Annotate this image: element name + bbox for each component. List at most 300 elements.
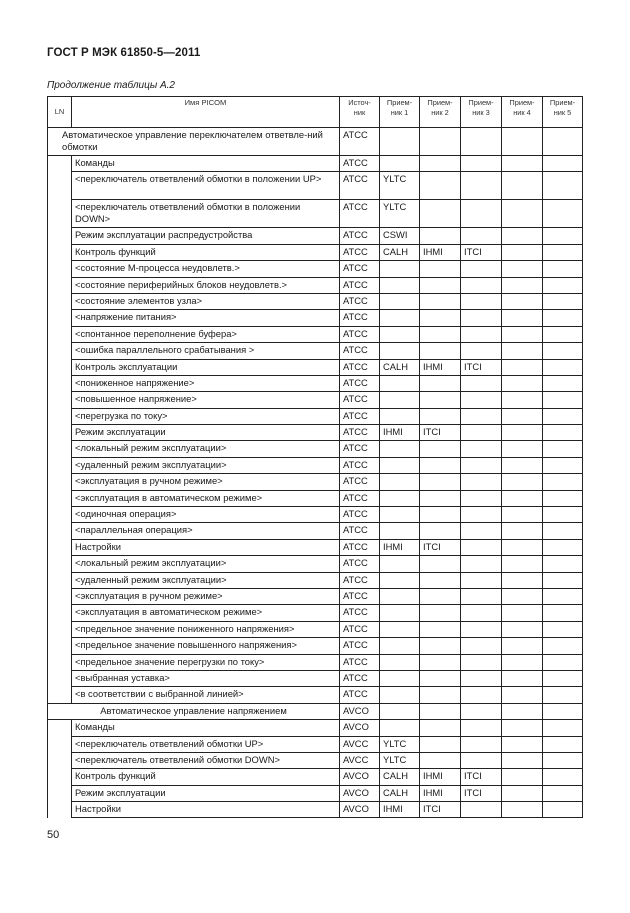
receiver-cell [461, 703, 502, 719]
receiver-5-cell [543, 785, 583, 801]
receiver-3-cell [461, 392, 502, 408]
receiver-1-cell [380, 441, 420, 457]
receiver-2-cell [420, 638, 461, 654]
receiver-cell [543, 128, 583, 156]
receiver-1-cell [380, 326, 420, 342]
receiver-4-cell [502, 556, 543, 572]
receiver-4-cell [502, 752, 543, 768]
ln-cell [48, 572, 72, 588]
document-standard-header: ГОСТ Р МЭК 61850-5—2011 [47, 47, 201, 59]
receiver-5-cell [543, 408, 583, 424]
header-receiver-1: Прием- ник 1 [380, 97, 420, 128]
receiver-2-cell: IHMI [420, 359, 461, 375]
receiver-5-cell [543, 556, 583, 572]
ln-cell [48, 343, 72, 359]
receiver-1-cell [380, 523, 420, 539]
picom-name: <одиночная операция> [72, 507, 340, 523]
source-cell: ATCC [340, 277, 380, 293]
receiver-3-cell [461, 457, 502, 473]
receiver-2-cell [420, 277, 461, 293]
group-source: ATCC [340, 128, 380, 156]
ln-cell [48, 310, 72, 326]
receiver-2-cell [420, 228, 461, 244]
receiver-5-cell [543, 687, 583, 703]
receiver-3-cell [461, 523, 502, 539]
receiver-3-cell [461, 277, 502, 293]
receiver-5-cell [543, 638, 583, 654]
ln-cell [48, 277, 72, 293]
receiver-4-cell [502, 523, 543, 539]
receiver-2-cell [420, 687, 461, 703]
table-row [48, 441, 583, 457]
ln-cell [48, 539, 72, 555]
ln-cell [48, 605, 72, 621]
source-cell: ATCC [340, 408, 380, 424]
receiver-5-cell [543, 539, 583, 555]
receiver-4-cell [502, 375, 543, 391]
receiver-4-cell [502, 441, 543, 457]
picom-name: <переключатель ответвлений обмотки в положении DOWN> [72, 200, 340, 228]
receiver-1-cell: CALH [380, 769, 420, 785]
receiver-5-cell [543, 802, 583, 818]
receiver-1-cell [380, 687, 420, 703]
receiver-3-cell [461, 375, 502, 391]
table-row [48, 490, 583, 506]
table-row [48, 200, 583, 228]
receiver-1-cell: YLTC [380, 172, 420, 200]
receiver-1-cell: YLTC [380, 200, 420, 228]
picom-name: <пониженное напряжение> [72, 375, 340, 391]
table-row [48, 588, 583, 604]
receiver-1-cell [380, 720, 420, 736]
source-cell: ATCC [340, 654, 380, 670]
ln-cell [48, 785, 72, 801]
picom-name: <состояние элементов узла> [72, 293, 340, 309]
receiver-1-cell [380, 277, 420, 293]
receiver-3-cell [461, 293, 502, 309]
receiver-4-cell [502, 785, 543, 801]
source-cell: AVCO [340, 802, 380, 818]
receiver-1-cell [380, 670, 420, 686]
source-cell: ATCC [340, 638, 380, 654]
receiver-2-cell [420, 156, 461, 172]
ln-cell [48, 408, 72, 424]
receiver-4-cell [502, 228, 543, 244]
receiver-3-cell [461, 310, 502, 326]
table-row [48, 572, 583, 588]
receiver-3-cell [461, 172, 502, 200]
receiver-2-cell [420, 392, 461, 408]
receiver-1-cell: CALH [380, 785, 420, 801]
header-ln: LN [48, 97, 72, 128]
receiver-5-cell [543, 752, 583, 768]
source-cell: ATCC [340, 588, 380, 604]
table-row [48, 769, 583, 785]
receiver-5-cell [543, 441, 583, 457]
source-cell: ATCC [340, 687, 380, 703]
receiver-2-cell [420, 507, 461, 523]
ln-cell [48, 736, 72, 752]
receiver-cell [420, 703, 461, 719]
receiver-2-cell [420, 736, 461, 752]
ln-cell [48, 752, 72, 768]
receiver-5-cell [543, 392, 583, 408]
receiver-1-cell: CSWI [380, 228, 420, 244]
receiver-1-cell [380, 375, 420, 391]
receiver-1-cell [380, 156, 420, 172]
ln-cell [48, 556, 72, 572]
receiver-5-cell [543, 457, 583, 473]
receiver-5-cell [543, 523, 583, 539]
picom-name: <предельное значение перегрузки по току> [72, 654, 340, 670]
receiver-1-cell [380, 572, 420, 588]
table-row [48, 172, 583, 200]
receiver-2-cell [420, 408, 461, 424]
source-cell: ATCC [340, 539, 380, 555]
picom-name: <повышенное напряжение> [72, 392, 340, 408]
receiver-4-cell [502, 474, 543, 490]
receiver-4-cell [502, 172, 543, 200]
receiver-3-cell [461, 588, 502, 604]
receiver-cell [420, 128, 461, 156]
table-caption: Продолжение таблицы A.2 [47, 80, 175, 91]
receiver-4-cell [502, 277, 543, 293]
receiver-1-cell [380, 457, 420, 473]
receiver-5-cell [543, 720, 583, 736]
receiver-2-cell [420, 457, 461, 473]
source-cell: ATCC [340, 343, 380, 359]
source-cell: ATCC [340, 670, 380, 686]
receiver-2-cell [420, 588, 461, 604]
table-row [48, 785, 583, 801]
picom-name: <локальный режим эксплуатации> [72, 556, 340, 572]
receiver-1-cell [380, 556, 420, 572]
receiver-1-cell: CALH [380, 359, 420, 375]
table-row [48, 408, 583, 424]
ln-cell [48, 392, 72, 408]
receiver-5-cell [543, 244, 583, 260]
receiver-cell [380, 703, 420, 719]
header-receiver-2: Прием- ник 2 [420, 97, 461, 128]
source-cell: ATCC [340, 392, 380, 408]
receiver-2-cell: IHMI [420, 244, 461, 260]
picom-name: <перегрузка по току> [72, 408, 340, 424]
table-row [48, 605, 583, 621]
receiver-2-cell [420, 172, 461, 200]
receiver-2-cell [420, 261, 461, 277]
header-receiver-3: Прием- ник 3 [461, 97, 502, 128]
receiver-1-cell: YLTC [380, 736, 420, 752]
receiver-3-cell [461, 200, 502, 228]
receiver-5-cell [543, 736, 583, 752]
receiver-4-cell [502, 670, 543, 686]
source-cell: ATCC [340, 621, 380, 637]
receiver-2-cell [420, 474, 461, 490]
table-row [48, 375, 583, 391]
receiver-4-cell [502, 588, 543, 604]
ln-cell [48, 507, 72, 523]
receiver-2-cell [420, 720, 461, 736]
receiver-5-cell [543, 343, 583, 359]
receiver-3-cell: ITCI [461, 785, 502, 801]
header-picom-name: Имя PICOM [72, 97, 340, 128]
group-name: Автоматическое управление переключателем ответвле-ний обмотки [48, 128, 340, 156]
receiver-4-cell [502, 408, 543, 424]
ln-cell [48, 687, 72, 703]
picom-name: Настройки [72, 802, 340, 818]
table-row [48, 359, 583, 375]
ln-cell [48, 156, 72, 172]
receiver-3-cell [461, 539, 502, 555]
receiver-5-cell [543, 200, 583, 228]
receiver-5-cell [543, 172, 583, 200]
table-row [48, 457, 583, 473]
ln-cell [48, 375, 72, 391]
source-cell: ATCC [340, 172, 380, 200]
receiver-3-cell [461, 261, 502, 277]
source-cell: ATCC [340, 228, 380, 244]
source-cell: ATCC [340, 572, 380, 588]
receiver-5-cell [543, 261, 583, 277]
receiver-cell [380, 128, 420, 156]
receiver-5-cell [543, 654, 583, 670]
picom-name: Настройки [72, 539, 340, 555]
receiver-1-cell: YLTC [380, 752, 420, 768]
receiver-2-cell [420, 670, 461, 686]
picom-name: <выбранная уставка> [72, 670, 340, 686]
receiver-3-cell [461, 441, 502, 457]
receiver-3-cell [461, 156, 502, 172]
receiver-1-cell [380, 490, 420, 506]
receiver-3-cell [461, 654, 502, 670]
receiver-4-cell [502, 359, 543, 375]
receiver-1-cell [380, 261, 420, 277]
receiver-4-cell [502, 654, 543, 670]
ln-cell [48, 359, 72, 375]
source-cell: ATCC [340, 244, 380, 260]
receiver-3-cell [461, 621, 502, 637]
table-row [48, 539, 583, 555]
receiver-cell [502, 128, 543, 156]
table-row [48, 720, 583, 736]
source-cell: ATCC [340, 523, 380, 539]
source-cell: AVCC [340, 752, 380, 768]
ln-cell [48, 228, 72, 244]
receiver-4-cell [502, 687, 543, 703]
receiver-5-cell [543, 359, 583, 375]
receiver-4-cell [502, 621, 543, 637]
picom-name: <предельное значение пониженного напряжения> [72, 621, 340, 637]
receiver-3-cell [461, 720, 502, 736]
receiver-2-cell [420, 605, 461, 621]
table-row [48, 654, 583, 670]
receiver-3-cell [461, 490, 502, 506]
table-row [48, 310, 583, 326]
receiver-4-cell [502, 769, 543, 785]
table-row [48, 736, 583, 752]
picom-name: <предельное значение повышенного напряжения> [72, 638, 340, 654]
receiver-4-cell [502, 507, 543, 523]
source-cell: ATCC [340, 156, 380, 172]
receiver-1-cell [380, 392, 420, 408]
receiver-1-cell [380, 408, 420, 424]
table-row [48, 343, 583, 359]
picom-table [47, 96, 583, 818]
receiver-3-cell [461, 408, 502, 424]
receiver-4-cell [502, 261, 543, 277]
receiver-3-cell [461, 687, 502, 703]
source-cell: AVCO [340, 720, 380, 736]
receiver-2-cell: IHMI [420, 785, 461, 801]
ln-cell [48, 670, 72, 686]
ln-cell [48, 293, 72, 309]
picom-name: <переключатель ответвлений обмотки DOWN> [72, 752, 340, 768]
ln-cell [48, 720, 72, 736]
receiver-5-cell [543, 425, 583, 441]
table-row [48, 802, 583, 818]
receiver-3-cell [461, 343, 502, 359]
picom-name: <спонтанное переполнение буфера> [72, 326, 340, 342]
receiver-5-cell [543, 375, 583, 391]
receiver-4-cell [502, 605, 543, 621]
receiver-5-cell [543, 490, 583, 506]
receiver-1-cell: IHMI [380, 539, 420, 555]
receiver-1-cell [380, 605, 420, 621]
receiver-1-cell [380, 310, 420, 326]
receiver-4-cell [502, 343, 543, 359]
receiver-5-cell [543, 507, 583, 523]
receiver-4-cell [502, 802, 543, 818]
receiver-1-cell [380, 343, 420, 359]
receiver-4-cell [502, 736, 543, 752]
receiver-4-cell [502, 326, 543, 342]
receiver-4-cell [502, 490, 543, 506]
receiver-2-cell [420, 523, 461, 539]
table-row [48, 293, 583, 309]
ln-cell [48, 172, 72, 200]
receiver-4-cell [502, 638, 543, 654]
picom-name: <эксплуатация в автоматическом режиме> [72, 605, 340, 621]
receiver-5-cell [543, 326, 583, 342]
receiver-3-cell [461, 474, 502, 490]
picom-name: Режим эксплуатации [72, 425, 340, 441]
source-cell: AVCO [340, 785, 380, 801]
ln-cell [48, 200, 72, 228]
source-cell: ATCC [340, 457, 380, 473]
source-cell: ATCC [340, 326, 380, 342]
picom-name: Команды [72, 156, 340, 172]
table-row [48, 523, 583, 539]
source-cell: ATCC [340, 261, 380, 277]
picom-name: <ошибка параллельного срабатывания > [72, 343, 340, 359]
picom-name: Контроль функций [72, 769, 340, 785]
receiver-2-cell [420, 310, 461, 326]
receiver-4-cell [502, 720, 543, 736]
receiver-cell [461, 128, 502, 156]
picom-name: <параллельная операция> [72, 523, 340, 539]
source-cell: ATCC [340, 474, 380, 490]
source-cell: ATCC [340, 605, 380, 621]
receiver-1-cell [380, 621, 420, 637]
ln-cell [48, 441, 72, 457]
source-cell: AVCC [340, 736, 380, 752]
picom-name: <эксплуатация в ручном режиме> [72, 588, 340, 604]
picom-name: <переключатель ответвлений обмотки UP> [72, 736, 340, 752]
group-name: Автоматическое управление напряжением [48, 703, 340, 719]
page-number: 50 [47, 829, 60, 841]
picom-name: Команды [72, 720, 340, 736]
receiver-5-cell [543, 605, 583, 621]
receiver-5-cell [543, 621, 583, 637]
table-row [48, 638, 583, 654]
receiver-2-cell [420, 441, 461, 457]
ln-cell [48, 654, 72, 670]
picom-name: <состояние периферийных блоков неудовлетв.> [72, 277, 340, 293]
ln-cell [48, 326, 72, 342]
table-row [48, 392, 583, 408]
header-receiver-5: Прием- ник 5 [543, 97, 583, 128]
source-cell: ATCC [340, 507, 380, 523]
receiver-2-cell [420, 343, 461, 359]
table-row [48, 474, 583, 490]
receiver-5-cell [543, 769, 583, 785]
receiver-1-cell [380, 507, 420, 523]
ln-cell [48, 523, 72, 539]
receiver-2-cell [420, 326, 461, 342]
receiver-5-cell [543, 293, 583, 309]
picom-name: Контроль эксплуатации [72, 359, 340, 375]
receiver-5-cell [543, 588, 583, 604]
picom-name: <в соответствии с выбранной линией> [72, 687, 340, 703]
receiver-5-cell [543, 277, 583, 293]
receiver-cell [543, 703, 583, 719]
receiver-3-cell [461, 326, 502, 342]
source-cell: ATCC [340, 556, 380, 572]
ln-cell [48, 588, 72, 604]
table-row [48, 228, 583, 244]
table-group-row [48, 128, 583, 156]
receiver-2-cell [420, 654, 461, 670]
picom-name: <напряжение питания> [72, 310, 340, 326]
receiver-5-cell [543, 572, 583, 588]
table-group-row [48, 703, 583, 719]
receiver-4-cell [502, 539, 543, 555]
receiver-3-cell [461, 507, 502, 523]
picom-name: Контроль функций [72, 244, 340, 260]
ln-cell [48, 261, 72, 277]
receiver-5-cell [543, 474, 583, 490]
picom-name: <локальный режим эксплуатации> [72, 441, 340, 457]
receiver-1-cell [380, 293, 420, 309]
receiver-3-cell [461, 425, 502, 441]
source-cell: ATCC [340, 200, 380, 228]
receiver-3-cell: ITCI [461, 359, 502, 375]
source-cell: ATCC [340, 375, 380, 391]
group-source: AVCO [340, 703, 380, 719]
table-row [48, 687, 583, 703]
table-row [48, 261, 583, 277]
receiver-3-cell: ITCI [461, 769, 502, 785]
receiver-5-cell [543, 156, 583, 172]
table-row [48, 752, 583, 768]
picom-name: <удаленный режим эксплуатации> [72, 457, 340, 473]
receiver-3-cell [461, 638, 502, 654]
source-cell: ATCC [340, 441, 380, 457]
receiver-1-cell: IHMI [380, 425, 420, 441]
table-row [48, 670, 583, 686]
receiver-2-cell [420, 375, 461, 391]
ln-cell [48, 490, 72, 506]
